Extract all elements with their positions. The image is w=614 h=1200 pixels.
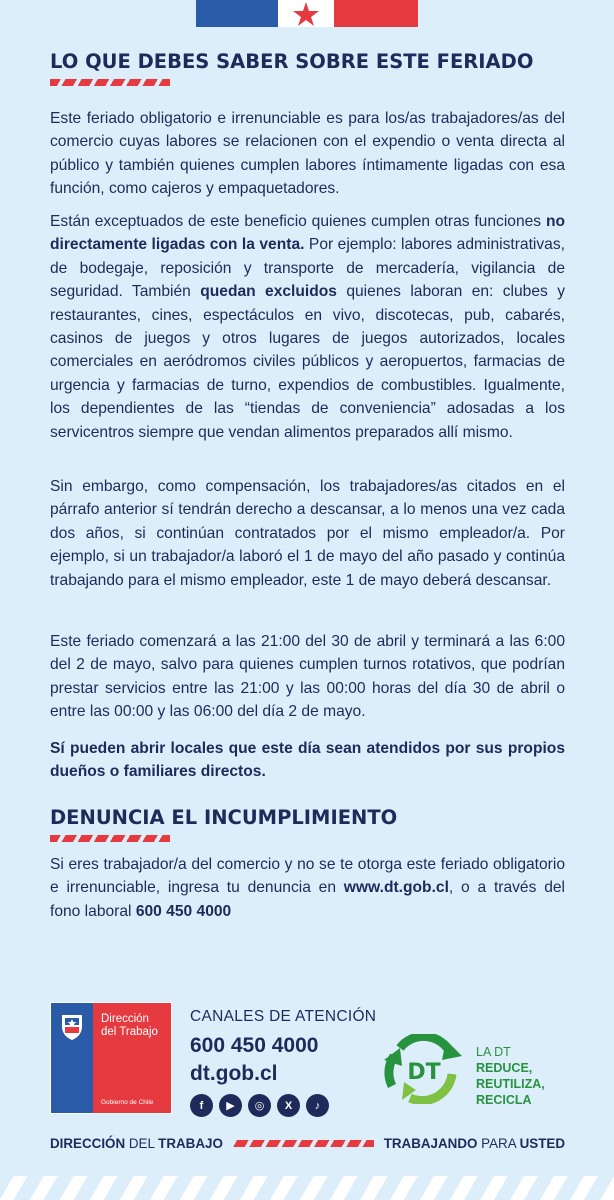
flag-star (278, 0, 334, 27)
social-icons (190, 1094, 376, 1117)
star-icon (278, 0, 334, 27)
p2-bold-b: quedan excluidos (200, 283, 337, 301)
chile-flag-band (196, 0, 418, 27)
paragraph-2 (50, 210, 565, 444)
paragraph-1: Este feriado obligatorio e irrenunciable es para los/as trabajadores/as del comercio cuyas labores se relacionen con el expendio o venta directa al público y también quienes cumplen labores íntimamente ligadas con esa función, como cajeros y empaquetadores. (50, 110, 565, 198)
logo-red-block (93, 1003, 171, 1113)
coat-of-arms-icon (59, 1011, 85, 1041)
paragraph-4: Este feriado comenzará a las 21:00 del 30 de abril y terminará a las 6:00 del 2 de mayo, salvo para quienes cumplen turnos rotativos, que podrían prestar servicios entre las 21:00 y las 00:00 horas del día 30 de abril o entre las 00:00 y las 06:00 del día 2 de mayo. (50, 633, 565, 721)
direccion-trabajo-logo (50, 1002, 172, 1114)
recycle-logo (380, 1034, 468, 1109)
logo-gov-text: Gobierno de Chile (101, 1099, 154, 1106)
youtube-icon[interactable]: ▶ (219, 1094, 242, 1117)
recycle-line2: REDUCE, (476, 1061, 533, 1075)
footer-stripe (233, 1140, 374, 1147)
footer-right: TRABAJANDO PARA USTED (383, 1136, 565, 1151)
recycle-text (476, 1044, 545, 1108)
recycle-badge-text: DT (407, 1060, 441, 1085)
footer-left: DIRECCIÓN DEL TRABAJO (50, 1136, 223, 1151)
tiktok-icon[interactable]: ♪ (306, 1094, 329, 1117)
logo-text-line1: Dirección (101, 1013, 149, 1025)
recycle-icon (380, 1034, 468, 1104)
p2-bold-a: no directamente ligadas con la venta. (50, 213, 565, 254)
p2-text-b: Por ejemplo: labores administrativas, de bodegaje, reposición y transporte de mercadería, vigilancia de seguridad. También (50, 236, 565, 301)
heading-stripe (50, 835, 170, 842)
flag-red (334, 0, 418, 27)
footer-tagline (50, 1136, 565, 1151)
recycle-line4: RECICLA (476, 1093, 532, 1107)
recycle-line3: REUTILIZA, (476, 1077, 545, 1091)
denuncia-link[interactable]: www.dt.gob.cl (343, 879, 449, 897)
paragraph-5: Sí pueden abrir locales que este día sean atendidos por sus propios dueños o familiares directos. (50, 740, 565, 781)
section-feriado (50, 50, 565, 86)
heading-stripe (50, 79, 170, 86)
denuncia-text-a: Si eres trabajador/a del comercio y no se te otorga este feriado obligatorio e irrenunciable, ingresa tu denuncia en (50, 856, 565, 897)
facebook-icon[interactable]: f (190, 1094, 213, 1117)
canales-phone: 600 450 4000 (190, 1034, 319, 1057)
paragraph-3: Sin embargo, como compensación, los trabajadores/as citados en el párrafo anterior sí tendrán derecho a descansar, a lo menos una vez cada dos años, si continúan contratados por el mismo empleador/a. Por ejemplo, si un trabajador/a laboró el 1 de mayo del año pasado y continúa trabajando para el mismo empleador, este 1 de mayo deberá descansar. (50, 478, 565, 589)
section-heading-denuncia: DENUNCIA EL INCUMPLIMIENTO (50, 806, 398, 829)
p2-text-a: Están exceptuados de este beneficio quienes cumplen otras funciones (50, 213, 546, 230)
x-icon[interactable]: X (277, 1094, 300, 1117)
bottom-decoration-stripes (0, 1176, 614, 1200)
section-denuncia (50, 806, 565, 842)
logo-text-line2: del Trabajo (101, 1026, 158, 1038)
instagram-icon[interactable]: ◎ (248, 1094, 271, 1117)
p2-text-c: quienes laboran en: clubes y restaurantes, cines, espectáculos en vivo, discotecas, pub, cabarés, casinos de juegos y otros lugares de juegos autorizados, locales comerciales en aeródromos civiles públicos y aeropuertos, farmacias de urgencia y farmacias de turno, expendios de combustibles. Igualmente, los dependientes de las “tiendas de conveniencia” adosadas a los servicentros siempre que vendan alimentos preparados allí mismo. (50, 283, 565, 441)
paragraph-denuncia (50, 853, 565, 923)
recycle-line1: LA DT (476, 1045, 511, 1059)
logo-blue-block (51, 1003, 93, 1113)
canales-web[interactable]: dt.gob.cl (190, 1062, 278, 1085)
denuncia-phone: 600 450 4000 (135, 902, 232, 920)
canales-atencion (190, 1008, 376, 1117)
flag-blue (196, 0, 278, 27)
denuncia-text-b: , o a través del fono laboral (50, 879, 565, 920)
canales-title: CANALES DE ATENCIÓN (190, 1008, 377, 1025)
section-heading-feriado: LO QUE DEBES SABER SOBRE ESTE FERIADO (50, 50, 534, 73)
